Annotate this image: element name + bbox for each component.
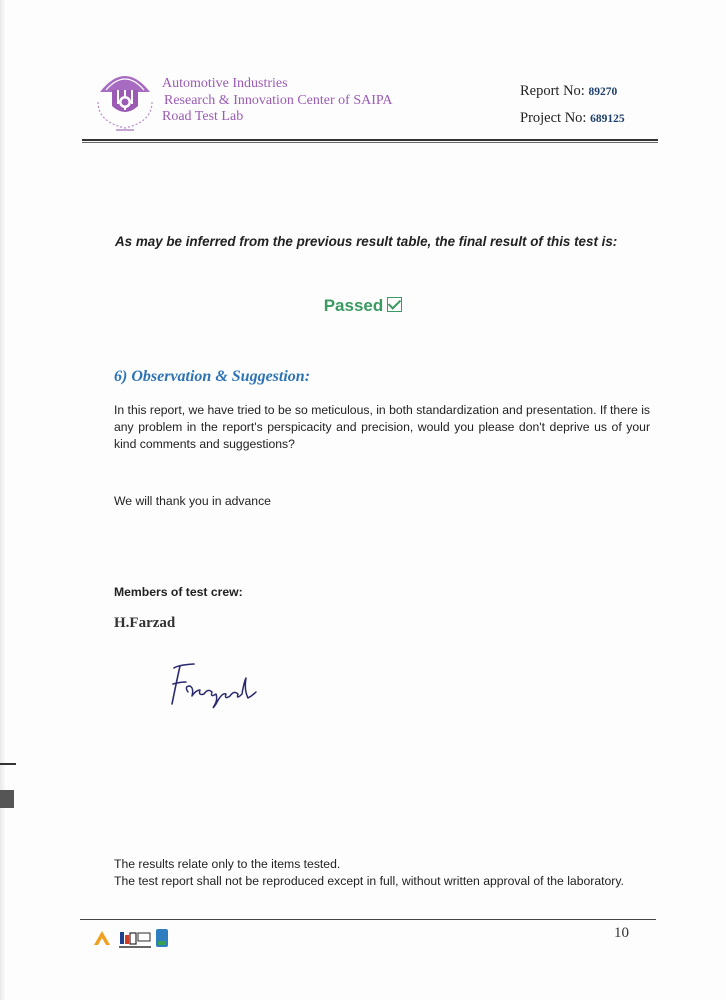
org-name — [162, 76, 393, 126]
org-line-3: Road Test Lab — [162, 109, 244, 124]
org-line-2: Research & Innovation Center of SAIPA — [164, 92, 393, 108]
footer-rule — [80, 919, 656, 920]
edge-mark — [0, 790, 14, 808]
crew-name: H.Farzad — [114, 615, 176, 631]
report-number: 89270 — [588, 86, 618, 98]
checkbox-checked-icon — [387, 297, 402, 312]
edge-mark — [0, 763, 16, 765]
thanks-line: We will thank you in advance — [114, 494, 271, 508]
project-label: Project No: — [520, 110, 587, 126]
saipa-logo — [94, 931, 110, 945]
header-rule — [82, 139, 658, 141]
section-heading: 6) Observation & Suggestion: — [114, 368, 311, 385]
result-intro: As may be inferred from the previous result table, the final result of this test is: — [115, 234, 618, 249]
disclaimer-line-2: The test report shall not be reproduced except in full, without written approval of the laboratory. — [114, 874, 624, 888]
footer-disclaimer — [114, 856, 650, 890]
disclaimer-line-1: The results relate only to the items tested. — [114, 857, 341, 871]
crew-label: Members of test crew: — [114, 585, 243, 599]
scan-shadow — [0, 0, 6, 1000]
project-number-row — [520, 105, 625, 132]
result-status — [0, 296, 726, 316]
footer-logos — [92, 925, 174, 955]
saipa-rnd-logo — [92, 66, 158, 138]
report-label: Report No: — [520, 83, 585, 99]
org-line-1: Automotive Industries — [162, 76, 288, 91]
accreditation-logo — [119, 932, 151, 948]
project-number: 689125 — [590, 113, 625, 125]
header-rule-thin — [82, 142, 658, 143]
report-number-row — [520, 78, 625, 105]
page-number: 10 — [614, 925, 629, 941]
report-info — [520, 78, 625, 132]
certification-logo — [156, 929, 168, 947]
result-label: Passed — [323, 296, 384, 315]
handwritten-signature — [160, 660, 270, 714]
observation-paragraph: In this report, we have tried to be so meticulous, in both standardization and presentation. If there is any problem in the report's perspicacity and precision, would you please don't deprive us of your kind comments and suggestions? — [114, 403, 650, 451]
